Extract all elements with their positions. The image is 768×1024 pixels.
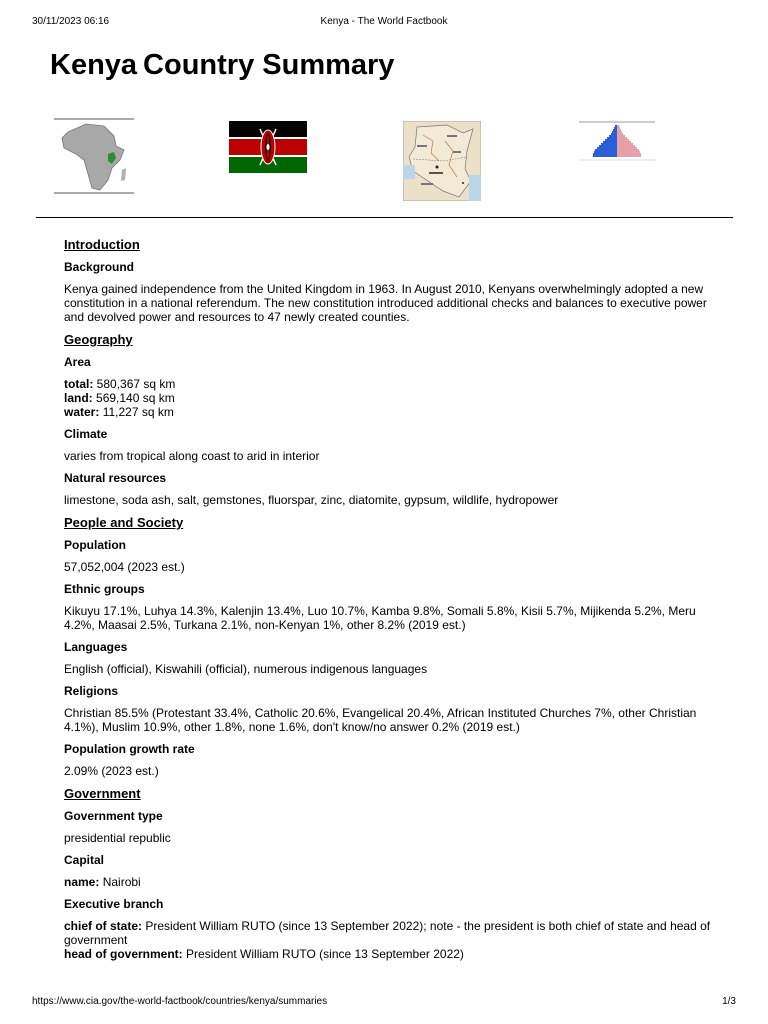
page-title	[50, 49, 394, 82]
kenya-map-icon	[403, 121, 481, 201]
chief-of-state-label: chief of state:	[64, 919, 143, 933]
field-label-climate: Climate	[64, 427, 108, 441]
field-value-population-growth-rate: 2.09% (2023 est.)	[64, 764, 159, 778]
capital-name	[64, 875, 714, 889]
field-label-capital: Capital	[64, 853, 105, 867]
area-values	[64, 377, 714, 419]
field-label-government-type: Government type	[64, 809, 163, 823]
field-label-background: Background	[64, 260, 135, 274]
capital-name-value: Nairobi	[102, 875, 141, 889]
field-value-ethnic-groups: Kikuyu 17.1%, Luhya 14.3%, Kalenjin 13.4%, Luo 10.7%, Kamba 9.8%, Somali 5.8%, Kisii 5.7%, Mijikenda 5.2%, Meru 4.2%, Maasai 2.5%, Turkana 2.1%, non-Kenyan 1%, other 8.2% (2019 est.)	[64, 604, 696, 632]
kenya-flag[interactable]	[229, 121, 307, 173]
field-label-languages: Languages	[64, 640, 128, 654]
field-label-ethnic-groups: Ethnic groups	[64, 582, 145, 596]
print-datetime: 30/11/2023 06:16	[32, 16, 110, 27]
head-of-government-value: President William RUTO (since 13 September 2022)	[186, 947, 464, 961]
field-value-government-type: presidential republic	[64, 831, 171, 845]
population-pyramid[interactable]	[577, 121, 657, 166]
field-value-population: 57,052,004 (2023 est.)	[64, 560, 185, 574]
print-page-number: 1/3	[722, 996, 736, 1007]
africa-locator-map[interactable]	[54, 118, 134, 194]
area-total-label: total:	[64, 377, 94, 391]
field-label-natural-resources: Natural resources	[64, 471, 167, 485]
field-value-languages: English (official), Kiswahili (official), numerous indigenous languages	[64, 662, 428, 676]
page-title-country: Kenya	[50, 49, 138, 81]
page-title-rest: Country Summary	[143, 49, 395, 81]
area-land-label: land:	[64, 391, 93, 405]
area-water-value: 11,227 sq km	[102, 405, 174, 419]
chief-of-state-value: President William RUTO (since 13 September 2022); note - the president is both chief of state and head of government	[64, 919, 711, 947]
thumbnail-row	[0, 118, 768, 208]
field-label-religions: Religions	[64, 684, 119, 698]
header-divider	[36, 217, 733, 218]
field-value-background: Kenya gained independence from the United Kingdom in 1963. In August 2010, Kenyans overwhelmingly adopted a new constitution in a national referendum. The new constitution introduced additional checks and balances to executive power and devolved power and resources to 47 newly created counties.	[64, 282, 707, 324]
field-value-religions: Christian 85.5% (Protestant 33.4%, Catholic 20.6%, Evangelical 20.4%, African Instituted Churches 7%, other Christian 4.1%), Muslim 10.9%, other 1.8%, none 1.6%, don't know/no answer 0.2% (2019 est.)	[64, 706, 697, 734]
area-water	[64, 405, 714, 419]
summary-content	[64, 237, 714, 969]
print-page-title: Kenya - The World Factbook	[320, 16, 448, 27]
population-pyramid-icon	[577, 121, 657, 166]
head-of-government-label: head of government:	[64, 947, 183, 961]
area-total-value: 580,367 sq km	[96, 377, 176, 391]
area-water-label: water:	[64, 405, 100, 419]
field-label-population: Population	[64, 538, 126, 552]
print-url: https://www.cia.gov/the-world-factbook/countries/kenya/summaries	[32, 996, 328, 1007]
area-total	[64, 377, 714, 391]
field-label-population-growth-rate: Population growth rate	[64, 742, 195, 756]
section-heading-geography[interactable]: Geography	[64, 332, 133, 347]
capital-name-label: name:	[64, 875, 100, 889]
section-heading-government[interactable]: Government	[64, 786, 141, 801]
print-footer	[32, 996, 736, 1010]
section-heading-introduction[interactable]: Introduction	[64, 237, 140, 252]
africa-map-icon	[54, 118, 134, 194]
head-of-government	[64, 947, 714, 961]
kenya-map[interactable]	[403, 121, 481, 201]
chief-of-state	[64, 919, 714, 947]
kenya-flag-icon	[229, 121, 307, 173]
area-land-value: 569,140 sq km	[96, 391, 175, 405]
field-label-executive-branch: Executive branch	[64, 897, 164, 911]
capital-values	[64, 875, 714, 889]
area-land	[64, 391, 714, 405]
section-heading-people-and-society[interactable]: People and Society	[64, 515, 184, 530]
field-label-area: Area	[64, 355, 91, 369]
executive-values	[64, 919, 714, 961]
field-value-natural-resources: limestone, soda ash, salt, gemstones, fluorspar, zinc, diatomite, gypsum, wildlife, hydropower	[64, 493, 559, 507]
print-header	[32, 16, 736, 30]
field-value-climate: varies from tropical along coast to arid in interior	[64, 449, 320, 463]
